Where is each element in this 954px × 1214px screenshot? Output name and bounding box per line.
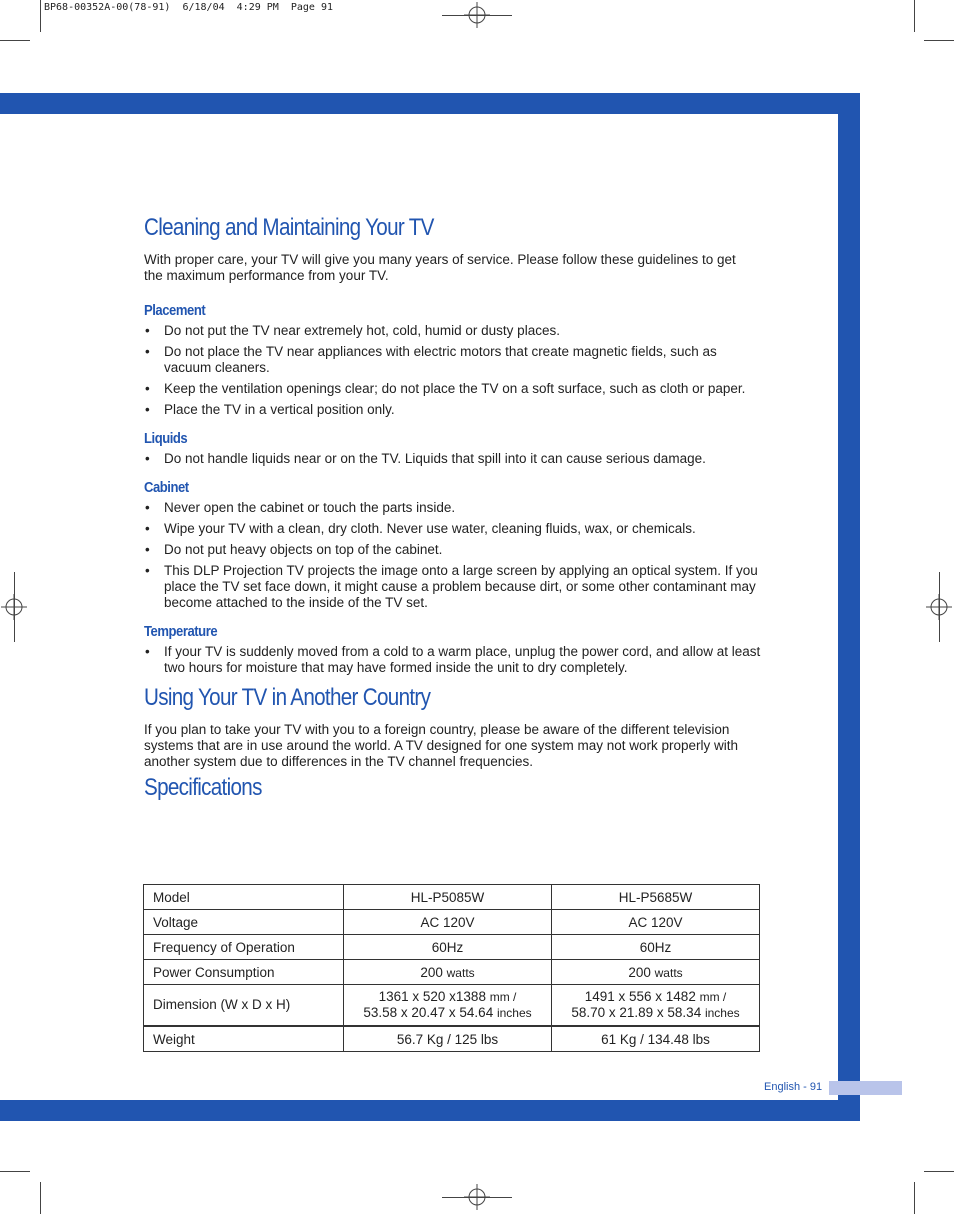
table-row	[144, 885, 760, 910]
table-cell: 60Hz	[552, 935, 760, 960]
registration-mark-bottom-icon	[464, 1184, 490, 1210]
list-item: • Never open the cabinet or touch the parts inside.	[144, 500, 764, 516]
dimension-unit: mm /	[699, 990, 727, 1004]
dimension-unit: inches	[496, 1006, 532, 1020]
dimension-unit: inches	[704, 1006, 740, 1020]
power-value: 200	[420, 964, 443, 980]
row-label-voltage: Voltage	[144, 910, 344, 935]
power-unit: watts	[446, 965, 475, 980]
list-item: • Do not put the TV near extremely hot, cold, humid or dusty places.	[144, 323, 764, 339]
section-title-specifications: Specifications	[144, 774, 262, 801]
dimension-unit: mm /	[489, 990, 517, 1004]
table-cell: 56.7 Kg / 125 lbs	[344, 1026, 552, 1052]
table-cell: AC 120V	[344, 910, 552, 935]
dimension-value: 1491 x 556 x 1482	[584, 989, 696, 1004]
specifications-table	[143, 884, 760, 1052]
table-cell: 61 Kg / 134.48 lbs	[552, 1026, 760, 1052]
subheading-liquids: Liquids	[144, 431, 188, 447]
section-title-another-country: Using Your TV in Another Country	[144, 684, 431, 711]
row-label-dimension: Dimension (W x D x H)	[144, 985, 344, 1027]
table-row	[144, 1026, 760, 1052]
table-cell	[344, 960, 552, 985]
row-label-frequency: Frequency of Operation	[144, 935, 344, 960]
section-title-cleaning: Cleaning and Maintaining Your TV	[144, 214, 434, 241]
crop-mark-bl-h	[0, 1171, 30, 1172]
table-cell	[344, 985, 552, 1027]
list-item: • If your TV is suddenly moved from a cold to a warm place, unplug the power cord, and allow at least two hours for moisture that may have formed inside the unit to dry completely.	[144, 644, 764, 676]
crop-mark-br-v	[914, 1182, 915, 1214]
subheading-cabinet: Cabinet	[144, 480, 189, 496]
crop-mark-tl-h	[0, 40, 30, 41]
crop-mark-tr-v	[914, 0, 915, 32]
subheading-temperature: Temperature	[144, 624, 218, 640]
registration-mark-top-icon	[464, 2, 490, 28]
model-value: HL-P5085W	[344, 885, 552, 910]
list-item: • Wipe your TV with a clean, dry cloth. Never use water, cleaning fluids, wax, or chemicals.	[144, 521, 764, 537]
cabinet-list	[144, 500, 764, 611]
dimension-value: 58.70 x 21.89 x 58.34	[571, 1005, 702, 1020]
frame-band-right	[838, 93, 860, 1121]
registration-mark-left-icon	[1, 594, 27, 620]
table-cell	[552, 985, 760, 1027]
crop-mark-bl-v	[40, 1182, 41, 1214]
another-country-body: If you plan to take your TV with you to a foreign country, please be aware of the different television systems that are in use around the world. A TV designed for one system may not work properly with another system due to differences in the TV channel frequencies.	[144, 722, 739, 769]
list-item: • Do not place the TV near appliances with electric motors that create magnetic fields, such as vacuum cleaners.	[144, 344, 764, 376]
page-content	[144, 214, 764, 801]
row-label-weight: Weight	[144, 1026, 344, 1052]
list-item: • Do not put heavy objects on top of the cabinet.	[144, 542, 764, 558]
print-header: BP68-00352A-00(78-91) 6/18/04 4:29 PM Page 91	[44, 2, 333, 13]
crop-mark-tl-v	[40, 0, 41, 32]
dimension-line	[353, 1005, 542, 1021]
dimension-line	[561, 1005, 750, 1021]
liquids-list	[144, 451, 764, 467]
list-item: • Do not handle liquids near or on the TV. Liquids that spill into it can cause serious damage.	[144, 451, 764, 467]
subheading-placement: Placement	[144, 303, 206, 319]
cleaning-intro: With proper care, your TV will give you many years of service. Please follow these guidelines to get the maximum performance from your TV.	[144, 252, 736, 283]
table-row	[144, 985, 760, 1027]
row-label-power: Power Consumption	[144, 960, 344, 985]
dimension-value: 53.58 x 20.47 x 54.64	[363, 1005, 494, 1020]
crop-mark-tr-h	[924, 40, 954, 41]
table-cell: 60Hz	[344, 935, 552, 960]
crop-mark-br-h	[924, 1171, 954, 1172]
power-unit: watts	[654, 965, 683, 980]
dimension-line	[561, 989, 750, 1005]
page-number-tab	[829, 1081, 902, 1095]
list-item: • This DLP Projection TV projects the image onto a large screen by applying an optical system. If you place the TV set face down, it might cause a problem because dirt, or some other contaminant may become attached to the inside of the TV set.	[144, 563, 764, 611]
table-cell: AC 120V	[552, 910, 760, 935]
page-number: English - 91	[764, 1081, 823, 1093]
frame-band-bottom	[0, 1100, 860, 1121]
table-row	[144, 960, 760, 985]
temperature-list	[144, 644, 764, 676]
power-value: 200	[628, 964, 651, 980]
registration-mark-right-icon	[926, 594, 952, 620]
frame-band-top	[0, 93, 860, 114]
table-cell	[552, 960, 760, 985]
model-value: HL-P5685W	[552, 885, 760, 910]
placement-list	[144, 323, 764, 418]
list-item: • Place the TV in a vertical position only.	[144, 402, 764, 418]
dimension-value: 1361 x 520 x1388	[378, 989, 486, 1004]
table-row	[144, 910, 760, 935]
table-row	[144, 935, 760, 960]
row-label-model: Model	[144, 885, 344, 910]
dimension-line	[353, 989, 542, 1005]
list-item: • Keep the ventilation openings clear; do not place the TV on a soft surface, such as cloth or paper.	[144, 381, 764, 397]
